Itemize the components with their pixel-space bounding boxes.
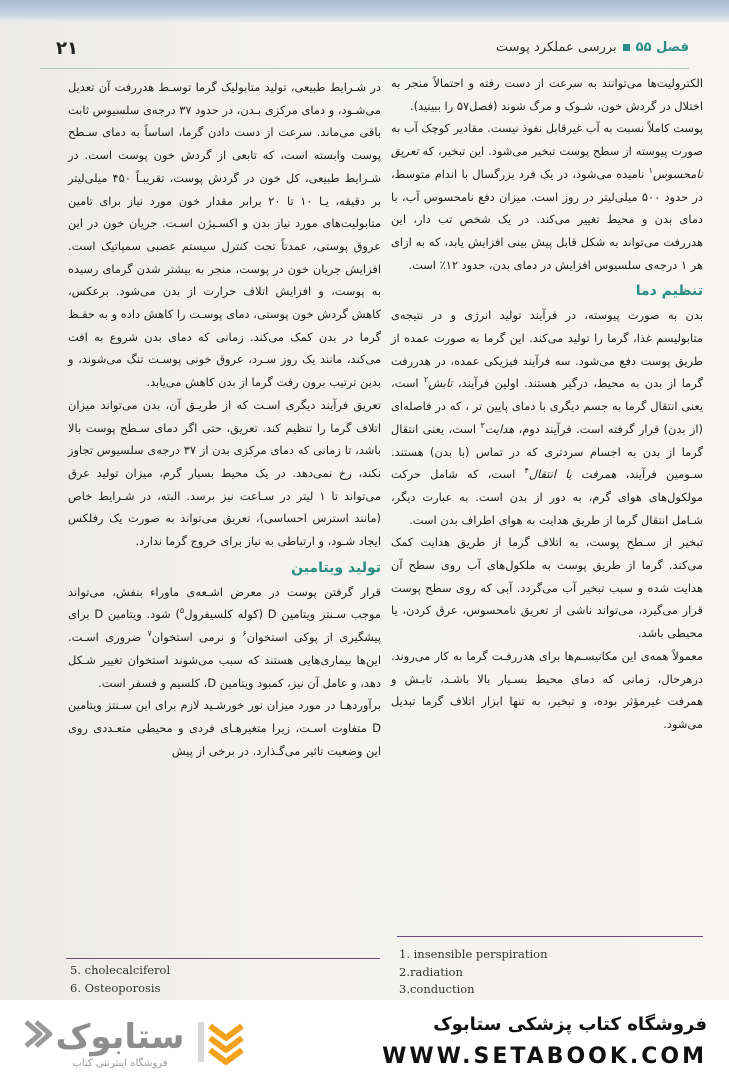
section-heading-temperature: تنظیم دما [635,283,703,300]
chapter-header [496,40,689,55]
shop-url[interactable]: WWW.SETABOOK.COM [382,1044,707,1069]
left-paragraph-2: تعریق فرآیند دیگری اسـت که از طریـق آن، بدن می‌تواند میزان اتلاف گرما را تنظیم کند. تعریق، حتی اگر دمای سـطح پوست بالا باشد، تا زمانی که دمای مرکزی بدن از ۳۷ درجه‌ی سلسیوس تجاوز نکند، رخ نمی‌دهد. در یک محیط بسیار گرم، میزان تولید عرق می‌تواند تا ۱ لیتر در سـاعت نیز برسد. البته، در شـرایط خاص (مانند استرس احساسی)، تعریق می‌تواند به صورت یک رفلکس ایجاد شـود، و ارتباطی به نیاز برای خروج گرما ندارد. [68,397,381,549]
right-paragraph-4: تبخیر از سـطح پوست، به اتلاف گرما از طریق هدایت کمک می‌کند. گرما از طریق پوست به ملکول‌های آب روی سطح آن هدایت شده و سبب تبخیر آب می‌گردد. آبی که روی سطح پوست قرار می‌گیرد، می‌تواند ناشی از تعریق نامحسوس، عرق کردن، یا محیطی باشد. [391,535,703,641]
footnote-ref-6: ۶ [242,629,247,639]
section-heading-vitamin: تولید ویتامین [291,559,381,576]
left-paragraph-3: قرار گرفتن پوست در معرض اشـعه‌ی ماوراء بنفش، می‌تواند موجب سـنتز ویتامین D (کوله کلسیفرول$^۵$) شود. ویتامین D برای پیشگیری از پوکی استخوان$^۶$ و نرمی استخوان$^۷$ ضروری اسـت. این‌ها بیماری‌هایی هستند که سبب می‌شوند استخوان تغییر شـکل دهد، و عامل آن نیز، کمبود ویتامین D، کلسیم و فسفر است. [68,584,382,690]
term-convection: همرفت یا انتقال [528,467,617,482]
term-radiation: تابش [428,376,453,391]
right-paragraph-5: معمولاً همه‌ی این مکانیسـم‌ها برای هدررفـت گرما به کار می‌روند. درهرحال، زمانی که دمای محیط بسـیار بالا باشـد، تابـش و همرفت غیرمؤثر بوده، و تبخیر، به تنها ابزار اتلاف گرما تبدیل می‌شود. [391,648,703,731]
footnote-ref-3: ۳ [480,421,485,431]
right-paragraph-1: الکترولیت‌ها می‌توانند به سرعت از دست رفته و احتمالاً منجر به اختلال در گردش خون، شـوک و مرگ شوند (فصل۵۷ را ببینید). [391,76,703,113]
page-number: ۲۱ [56,38,78,59]
term-insensible-perspiration: تعریق نامحسوس [391,144,703,181]
right-paragraph-3: بدن به صورت پیوسته، در فرآیند تولید انرژی و در نتیجه‌ی متابولیسم غذا، گرما را تولید می‌کند. این گرما به صورت عمده از طریق پوست دفع می‌شود. سه فرآیند فیزیکی عمده، در هدررفت گرما از بدن به محیط، درگیر هستند. اولین فرآیند، تابش$^۲$ است، یعنی انتقال گرما به جسم دیگری با دمای پایین تر ، که در فاصله‌ای (از بدن) قرار گرفته است. فرآیند دوم، هدایت$^۳$ است، یعنی انتقال گرما از بدن به اجسام سردتری که در تماس (با بدن) هستند. سـومین فرآیند، همرفت یا انتقال$^۴$ است، که شامل حرکت مولکول‌های هوای گرم، به دور از بدن است. به عبارت دیگر، شـامل انتقال گرما از طریق هدایت به هوای اطراف بدن است. [391,308,704,527]
footnote-ref-1: ۱ [648,166,653,176]
setabook-logo-icon [20,1012,250,1072]
footnote-5: 5. cholecalciferol [70,963,171,977]
term-conduction: هدایت [484,421,515,436]
left-footnote-rule [66,958,380,959]
running-header [40,38,689,64]
logo-chevron-icon [26,1022,50,1046]
footnote-1: 1. insensible perspiration [399,947,548,961]
right-column [391,72,703,736]
chapter-title: بررسی عملکرد پوست [495,40,617,55]
right-footnote-rule [397,936,703,937]
footnote-2: 2.radiation [399,964,463,979]
left-footnotes [70,962,370,997]
left-paragraph-1: در شـرایط طبیعی، تولید متابولیک گرما توسـط هدررفت آن تعدیل می‌شـود، و دمای مرکزی بـدن، در حدود ۳۷ درجه‌ی سلسیوس ثابت باقی می‌ماند. سرعت از دست دادن گرما، اساساً به دمای سـطح پوست وابسته است، که تابعی از گردش خون پوست است. در شـرایط طبیعی، کل خون در گردش پوست، تقریبـاً ۴۵۰ میلی‌لیتر بر دقیقه، یـا ۱۰ تا ۲۰ برابر مقدار خون مورد نیاز برای تامین متابولیت‌های مورد نیاز بدن و اکسـیژن اسـت. جریان خون در این عروق پوستی، عمدتاً تحت کنترل سیستم عصبی سمپاتیک است. افزایش جریان خون در پوست، منجر به بیشتر شدن گرمای رسیده به پوست، و افزایش اتلاف حرارت از بدن می‌شود. برعکس، کاهش گردش خون پوستی، دمای پوسـت را کاهش داده و به حفـظ گرما در بدن کمک می‌کند. زمانی که دمای بدن شروع به افت می‌کند، مانند یک روز سـرد، عروق خونی پوسـت تنگ می‌شوند، و بدین ترتیب برون رفت گرما از بدن کاهش می‌یابد. [68,80,381,390]
publisher-footer [0,1000,729,1080]
right-footnotes [399,946,699,999]
logo-text: ستابوک [55,1017,185,1057]
chapter-label: فصل ۵۵ [635,40,689,55]
footnote-6: 6. Osteoporosis [70,980,161,995]
left-column [68,76,381,762]
footnote-ref-7: ۷ [147,629,152,639]
square-bullet-icon [623,44,630,51]
footnote-3: 3.conduction [399,982,475,996]
page-top-edge [0,0,729,22]
logo-arrows-icon [198,1022,242,1062]
footnote-ref-2: ۲ [423,375,429,385]
left-paragraph-4: برآوردهـا در مورد میزان نور خورشـید لازم برای این سـنتز ویتامین D متفاوت اسـت، زیرا متغیرهـای فردی و محیطی متعـددی روی این وضعیت تاثیر می‌گـذارد. در برخی از پیش [68,698,381,758]
logo-subtitle: فروشگاه اینترنتی کتاب [72,1058,168,1069]
header-rule [40,68,689,69]
footnote-ref-5: ۵ [179,606,185,616]
right-paragraph-2: پوست کاملاً نسبت به آب غیرقابل نفوذ نیست. مقادیر کوچک آب به صورت پیوسته از سطح پوست تبخیر می‌شود. این تبخیر، که تعریق نامحسوس$^۱$ نامیده می‌شود، در یک فرد بزرگسال با اندام متوسط، در حدود ۵۰۰ میلی‌لیتر در روز است. میزان دفع نامحسوس آب، با دمای بدن و محیط تغییر می‌کند. در یک شخص تب دار، این هدررفت می‌تواند به شکل قابل پیش بینی افزایش یابد، که به ازای هر ۱ درجه‌ی سلسیوس افزایش در دمای بدن، حدود ۱۲٪ است. [391,121,703,272]
shop-name: فروشگاه کتاب پزشکی ستابوک [433,1014,707,1035]
footnote-ref-4: ۴ [524,466,529,476]
